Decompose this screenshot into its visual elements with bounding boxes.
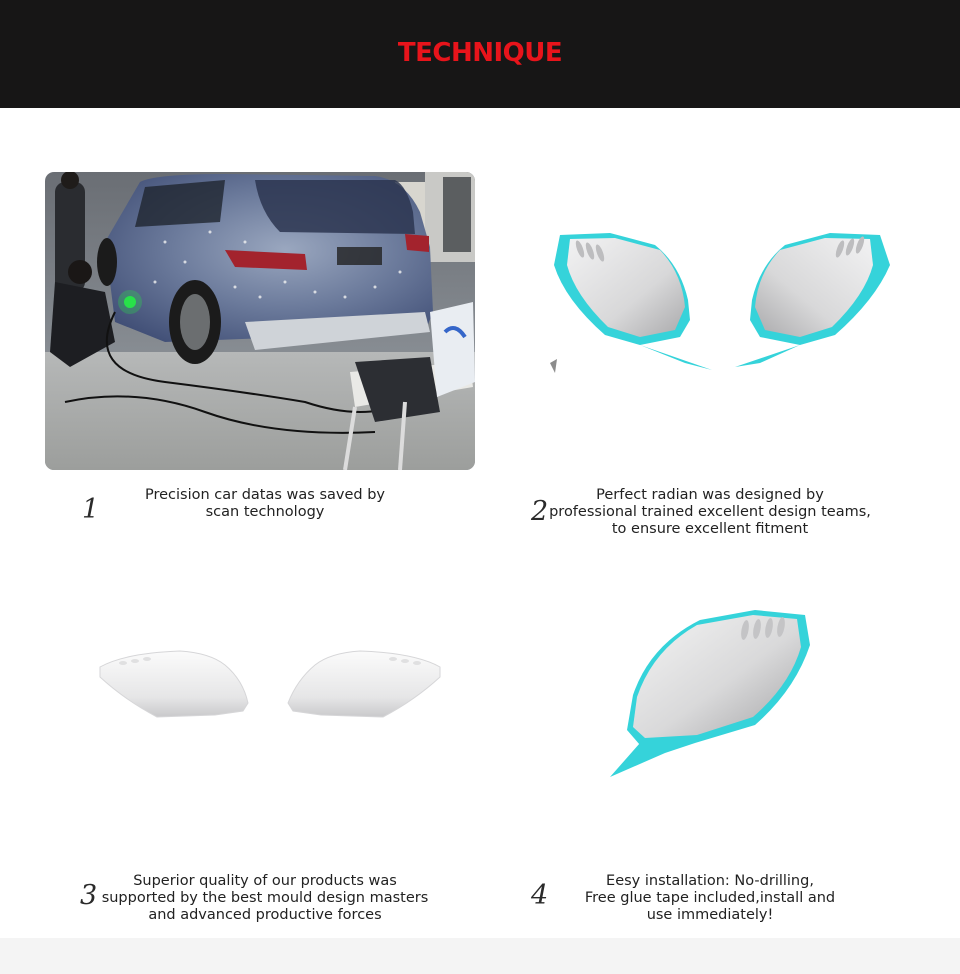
page-title: TECHNIQUE	[397, 38, 563, 68]
step-2-text	[545, 487, 875, 538]
step-4-number: 4	[531, 880, 549, 911]
step-3-line: Superior quality of our products was	[133, 873, 397, 889]
single-cover-illustration	[605, 605, 815, 783]
cad-render-illustration	[540, 225, 900, 385]
step-3-line: supported by the best mould design masters	[101, 890, 429, 906]
step-4-line: Eesy installation: No-drilling,	[606, 873, 814, 889]
step-4-text	[570, 873, 850, 924]
step-1-line: Precision car datas was saved by	[144, 487, 385, 503]
footer-band	[0, 938, 960, 974]
car-scan-illustration	[45, 172, 475, 470]
step-2-line: professional trained excellent design teams,	[549, 504, 871, 520]
step-3-line: and advanced productive forces	[148, 907, 382, 923]
white-covers-illustration	[95, 645, 445, 720]
mirror-cover-pair-white	[95, 645, 445, 720]
step-1-line: scan technology	[205, 504, 325, 520]
step-2-line: to ensure excellent fitment	[611, 521, 809, 537]
step-4-line: Free glue tape included,install and	[584, 890, 836, 906]
header-banner	[0, 0, 960, 108]
step-2-number: 2	[531, 496, 549, 527]
step-1-number: 1	[82, 494, 100, 525]
mirror-cover-pair-cad-render	[540, 225, 900, 385]
step-2-line: Perfect radian was designed by	[596, 487, 824, 503]
step-3-number: 3	[80, 880, 98, 911]
mirror-cover-single-with-tape	[605, 605, 815, 783]
car-3d-scan-photo	[45, 172, 475, 470]
step-3-text	[95, 873, 435, 924]
step-1-text	[115, 487, 415, 521]
step-4-line: use immediately!	[646, 907, 774, 923]
